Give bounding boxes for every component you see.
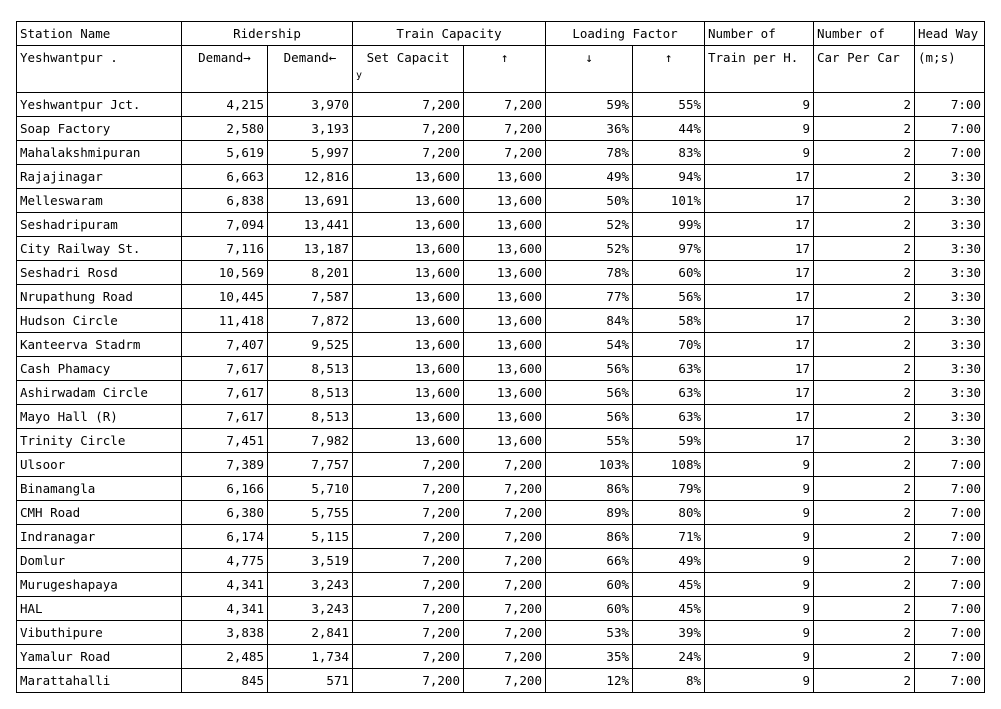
cell-loading-backward: 108% xyxy=(633,453,705,477)
cell-cars-per-train: 2 xyxy=(814,645,915,669)
cell-capacity-backward: 13,600 xyxy=(464,381,546,405)
header-train-capacity: Train Capacity xyxy=(353,22,546,46)
table-row xyxy=(17,501,985,525)
table-row xyxy=(17,597,985,621)
cell-headway: 3:30 xyxy=(915,261,985,285)
cell-demand-backward: 3,243 xyxy=(268,597,353,621)
cell-station-name: Murugeshapaya xyxy=(17,573,182,597)
cell-headway: 7:00 xyxy=(915,525,985,549)
cell-capacity-forward: 13,600 xyxy=(353,261,464,285)
cell-demand-backward: 13,691 xyxy=(268,189,353,213)
cell-loading-backward: 94% xyxy=(633,165,705,189)
cell-station-name: CMH Road xyxy=(17,501,182,525)
cell-trains-per-hour: 9 xyxy=(705,549,814,573)
cell-loading-forward: 50% xyxy=(546,189,633,213)
cell-cars-per-train: 2 xyxy=(814,573,915,597)
cell-loading-forward: 103% xyxy=(546,453,633,477)
table-row xyxy=(17,477,985,501)
cell-headway: 7:00 xyxy=(915,453,985,477)
cell-loading-backward: 80% xyxy=(633,501,705,525)
cell-demand-backward: 9,525 xyxy=(268,333,353,357)
cell-station-name: Hudson Circle xyxy=(17,309,182,333)
cell-headway: 3:30 xyxy=(915,237,985,261)
cell-loading-forward: 56% xyxy=(546,381,633,405)
cell-trains-per-hour: 9 xyxy=(705,645,814,669)
table-row xyxy=(17,165,985,189)
cell-demand-forward: 7,116 xyxy=(182,237,268,261)
cell-loading-backward: 83% xyxy=(633,141,705,165)
cell-capacity-forward: 7,200 xyxy=(353,93,464,117)
header-row-continuation xyxy=(17,69,985,93)
cell-loading-forward: 56% xyxy=(546,357,633,381)
cell-loading-forward: 36% xyxy=(546,117,633,141)
cell-capacity-forward: 7,200 xyxy=(353,669,464,693)
cell-station-name: Yeshwantpur Jct. xyxy=(17,93,182,117)
cell-capacity-forward: 13,600 xyxy=(353,357,464,381)
header-minutes-seconds: (m;s) xyxy=(915,46,985,70)
table-row xyxy=(17,621,985,645)
cell-demand-forward: 7,451 xyxy=(182,429,268,453)
cell-cars-per-train: 2 xyxy=(814,525,915,549)
cell-cars-per-train: 2 xyxy=(814,549,915,573)
cell-loading-forward: 12% xyxy=(546,669,633,693)
cell-trains-per-hour: 17 xyxy=(705,213,814,237)
cell-loading-forward: 35% xyxy=(546,645,633,669)
cell-loading-forward: 52% xyxy=(546,237,633,261)
cell-demand-forward: 6,174 xyxy=(182,525,268,549)
cell-demand-backward: 1,734 xyxy=(268,645,353,669)
cell-capacity-backward: 7,200 xyxy=(464,549,546,573)
cell-cars-per-train: 2 xyxy=(814,621,915,645)
cell-capacity-forward: 13,600 xyxy=(353,309,464,333)
header-set-capacity-wrap: y xyxy=(353,69,464,93)
cell-loading-backward: 56% xyxy=(633,285,705,309)
cell-capacity-backward: 7,200 xyxy=(464,501,546,525)
cell-loading-forward: 77% xyxy=(546,285,633,309)
cell-trains-per-hour: 9 xyxy=(705,453,814,477)
cell-capacity-backward: 7,200 xyxy=(464,669,546,693)
cell-capacity-backward: 13,600 xyxy=(464,405,546,429)
cell-trains-per-hour: 9 xyxy=(705,573,814,597)
cell-capacity-backward: 13,600 xyxy=(464,429,546,453)
cell-station-name: Melleswaram xyxy=(17,189,182,213)
cell-headway: 7:00 xyxy=(915,501,985,525)
cell-capacity-backward: 7,200 xyxy=(464,117,546,141)
cell-demand-backward: 8,513 xyxy=(268,357,353,381)
cell-capacity-backward: 13,600 xyxy=(464,189,546,213)
cell-loading-backward: 63% xyxy=(633,357,705,381)
cell-loading-backward: 45% xyxy=(633,573,705,597)
header-head-way: Head Way xyxy=(915,22,985,46)
cell-headway: 3:30 xyxy=(915,189,985,213)
cell-demand-backward: 3,519 xyxy=(268,549,353,573)
cell-cars-per-train: 2 xyxy=(814,477,915,501)
cell-loading-forward: 52% xyxy=(546,213,633,237)
cell-trains-per-hour: 17 xyxy=(705,429,814,453)
header-loading-factor: Loading Factor xyxy=(546,22,705,46)
cell-capacity-backward: 7,200 xyxy=(464,645,546,669)
cell-trains-per-hour: 17 xyxy=(705,333,814,357)
cell-headway: 7:00 xyxy=(915,117,985,141)
cell-cars-per-train: 2 xyxy=(814,381,915,405)
cell-station-name: Marattahalli xyxy=(17,669,182,693)
cell-trains-per-hour: 9 xyxy=(705,525,814,549)
table-row xyxy=(17,237,985,261)
cell-headway: 3:30 xyxy=(915,333,985,357)
cell-station-name: Trinity Circle xyxy=(17,429,182,453)
cell-demand-forward: 6,663 xyxy=(182,165,268,189)
table-row xyxy=(17,357,985,381)
cell-demand-forward: 4,341 xyxy=(182,573,268,597)
cell-loading-backward: 79% xyxy=(633,477,705,501)
cell-station-name: Rajajinagar xyxy=(17,165,182,189)
cell-demand-forward: 5,619 xyxy=(182,141,268,165)
cell-trains-per-hour: 17 xyxy=(705,405,814,429)
cell-loading-forward: 54% xyxy=(546,333,633,357)
cell-loading-forward: 66% xyxy=(546,549,633,573)
cell-loading-backward: 97% xyxy=(633,237,705,261)
cell-trains-per-hour: 17 xyxy=(705,285,814,309)
cell-loading-forward: 84% xyxy=(546,309,633,333)
cell-capacity-backward: 7,200 xyxy=(464,573,546,597)
cell-demand-forward: 6,166 xyxy=(182,477,268,501)
cell-capacity-backward: 13,600 xyxy=(464,309,546,333)
table-row xyxy=(17,333,985,357)
cell-capacity-forward: 7,200 xyxy=(353,453,464,477)
cell-demand-backward: 7,757 xyxy=(268,453,353,477)
cell-cars-per-train: 2 xyxy=(814,453,915,477)
cell-cars-per-train: 2 xyxy=(814,597,915,621)
cell-cars-per-train: 2 xyxy=(814,357,915,381)
header-row-groups xyxy=(17,22,985,46)
cell-headway: 7:00 xyxy=(915,477,985,501)
cell-trains-per-hour: 9 xyxy=(705,597,814,621)
cell-demand-forward: 11,418 xyxy=(182,309,268,333)
header-capacity-up-arrow: ↑ xyxy=(464,46,546,70)
table-row xyxy=(17,429,985,453)
cell-trains-per-hour: 17 xyxy=(705,309,814,333)
cell-trains-per-hour: 17 xyxy=(705,189,814,213)
cell-demand-backward: 571 xyxy=(268,669,353,693)
cell-loading-backward: 71% xyxy=(633,525,705,549)
cell-trains-per-hour: 9 xyxy=(705,117,814,141)
cell-cars-per-train: 2 xyxy=(814,141,915,165)
header-loading-up-arrow: ↑ xyxy=(633,46,705,70)
header-number-of-trains: Number of xyxy=(705,22,814,46)
cell-capacity-forward: 7,200 xyxy=(353,549,464,573)
cell-station-name: Cash Phamacy xyxy=(17,357,182,381)
cell-loading-forward: 86% xyxy=(546,525,633,549)
cell-loading-forward: 78% xyxy=(546,141,633,165)
cell-demand-backward: 12,816 xyxy=(268,165,353,189)
cell-demand-forward: 7,617 xyxy=(182,381,268,405)
header-set-capacity: Set Capacit xyxy=(353,46,464,70)
cell-trains-per-hour: 17 xyxy=(705,261,814,285)
cell-demand-backward: 5,115 xyxy=(268,525,353,549)
cell-station-name: Soap Factory xyxy=(17,117,182,141)
cell-demand-forward: 4,215 xyxy=(182,93,268,117)
cell-station-name: Kanteerva Stadrm xyxy=(17,333,182,357)
header-car-per-car: Car Per Car xyxy=(814,46,915,70)
table-body xyxy=(17,93,985,693)
cell-loading-forward: 55% xyxy=(546,429,633,453)
cell-cars-per-train: 2 xyxy=(814,285,915,309)
cell-cars-per-train: 2 xyxy=(814,669,915,693)
cell-capacity-forward: 13,600 xyxy=(353,333,464,357)
cell-cars-per-train: 2 xyxy=(814,405,915,429)
cell-demand-backward: 8,201 xyxy=(268,261,353,285)
table-row xyxy=(17,141,985,165)
table-row xyxy=(17,213,985,237)
table-row xyxy=(17,405,985,429)
cell-capacity-forward: 7,200 xyxy=(353,597,464,621)
cell-headway: 3:30 xyxy=(915,309,985,333)
header-row-subcolumns xyxy=(17,46,985,70)
cell-station-name: Domlur xyxy=(17,549,182,573)
cell-cars-per-train: 2 xyxy=(814,237,915,261)
cell-loading-forward: 89% xyxy=(546,501,633,525)
table-row xyxy=(17,645,985,669)
cell-cars-per-train: 2 xyxy=(814,333,915,357)
cell-trains-per-hour: 9 xyxy=(705,669,814,693)
cell-capacity-forward: 13,600 xyxy=(353,237,464,261)
cell-cars-per-train: 2 xyxy=(814,309,915,333)
header-loading-down-arrow: ↓ xyxy=(546,46,633,70)
cell-station-name: Seshadripuram xyxy=(17,213,182,237)
table-row xyxy=(17,453,985,477)
cell-headway: 7:00 xyxy=(915,93,985,117)
cell-demand-backward: 13,441 xyxy=(268,213,353,237)
cell-cars-per-train: 2 xyxy=(814,93,915,117)
cell-capacity-backward: 13,600 xyxy=(464,213,546,237)
header-demand-backward: Demand← xyxy=(268,46,353,70)
cell-demand-backward: 5,997 xyxy=(268,141,353,165)
cell-loading-forward: 53% xyxy=(546,621,633,645)
ridership-table xyxy=(16,21,985,693)
cell-demand-forward: 6,380 xyxy=(182,501,268,525)
cell-headway: 3:30 xyxy=(915,429,985,453)
cell-headway: 3:30 xyxy=(915,357,985,381)
cell-demand-backward: 13,187 xyxy=(268,237,353,261)
cell-capacity-backward: 7,200 xyxy=(464,477,546,501)
cell-demand-forward: 7,407 xyxy=(182,333,268,357)
cell-demand-backward: 3,970 xyxy=(268,93,353,117)
cell-capacity-forward: 7,200 xyxy=(353,141,464,165)
cell-demand-forward: 6,838 xyxy=(182,189,268,213)
table-row xyxy=(17,525,985,549)
table-row xyxy=(17,285,985,309)
cell-cars-per-train: 2 xyxy=(814,165,915,189)
cell-station-name: Binamangla xyxy=(17,477,182,501)
cell-loading-backward: 59% xyxy=(633,429,705,453)
cell-loading-backward: 45% xyxy=(633,597,705,621)
cell-capacity-backward: 13,600 xyxy=(464,357,546,381)
cell-demand-forward: 7,389 xyxy=(182,453,268,477)
cell-station-name: HAL xyxy=(17,597,182,621)
cell-loading-forward: 60% xyxy=(546,573,633,597)
cell-loading-backward: 58% xyxy=(633,309,705,333)
header-train-per-hour: Train per H. xyxy=(705,46,814,70)
table-row xyxy=(17,261,985,285)
cell-station-name: Ulsoor xyxy=(17,453,182,477)
cell-demand-forward: 7,094 xyxy=(182,213,268,237)
cell-loading-forward: 78% xyxy=(546,261,633,285)
cell-loading-backward: 44% xyxy=(633,117,705,141)
cell-capacity-forward: 7,200 xyxy=(353,621,464,645)
cell-trains-per-hour: 9 xyxy=(705,141,814,165)
cell-station-name: Nrupathung Road xyxy=(17,285,182,309)
cell-demand-forward: 2,580 xyxy=(182,117,268,141)
cell-capacity-forward: 13,600 xyxy=(353,213,464,237)
cell-capacity-forward: 13,600 xyxy=(353,405,464,429)
cell-demand-forward: 10,569 xyxy=(182,261,268,285)
cell-capacity-forward: 7,200 xyxy=(353,525,464,549)
cell-demand-backward: 7,587 xyxy=(268,285,353,309)
cell-headway: 3:30 xyxy=(915,285,985,309)
cell-demand-forward: 3,838 xyxy=(182,621,268,645)
cell-headway: 7:00 xyxy=(915,597,985,621)
cell-loading-backward: 63% xyxy=(633,381,705,405)
cell-loading-backward: 70% xyxy=(633,333,705,357)
cell-demand-forward: 4,341 xyxy=(182,597,268,621)
header-origin-station: Yeshwantpur . xyxy=(17,46,182,70)
table-row xyxy=(17,669,985,693)
cell-station-name: Yamalur Road xyxy=(17,645,182,669)
cell-loading-forward: 56% xyxy=(546,405,633,429)
cell-demand-backward: 7,982 xyxy=(268,429,353,453)
cell-loading-backward: 39% xyxy=(633,621,705,645)
cell-capacity-backward: 7,200 xyxy=(464,93,546,117)
cell-demand-backward: 2,841 xyxy=(268,621,353,645)
cell-station-name: Ashirwadam Circle xyxy=(17,381,182,405)
cell-capacity-forward: 7,200 xyxy=(353,117,464,141)
cell-station-name: Indranagar xyxy=(17,525,182,549)
cell-capacity-forward: 7,200 xyxy=(353,573,464,597)
cell-station-name: City Railway St. xyxy=(17,237,182,261)
table-row xyxy=(17,549,985,573)
cell-headway: 7:00 xyxy=(915,141,985,165)
cell-capacity-backward: 13,600 xyxy=(464,165,546,189)
cell-cars-per-train: 2 xyxy=(814,213,915,237)
cell-station-name: Mahalakshmipuran xyxy=(17,141,182,165)
cell-capacity-forward: 13,600 xyxy=(353,285,464,309)
cell-cars-per-train: 2 xyxy=(814,117,915,141)
cell-headway: 7:00 xyxy=(915,621,985,645)
table-row xyxy=(17,573,985,597)
cell-headway: 7:00 xyxy=(915,645,985,669)
cell-cars-per-train: 2 xyxy=(814,501,915,525)
table-row xyxy=(17,189,985,213)
cell-demand-backward: 8,513 xyxy=(268,381,353,405)
cell-trains-per-hour: 17 xyxy=(705,237,814,261)
cell-station-name: Mayo Hall (R) xyxy=(17,405,182,429)
cell-loading-forward: 60% xyxy=(546,597,633,621)
cell-demand-forward: 2,485 xyxy=(182,645,268,669)
cell-trains-per-hour: 9 xyxy=(705,621,814,645)
cell-trains-per-hour: 9 xyxy=(705,477,814,501)
cell-loading-backward: 24% xyxy=(633,645,705,669)
cell-loading-forward: 59% xyxy=(546,93,633,117)
header-ridership: Ridership xyxy=(182,22,353,46)
cell-capacity-backward: 13,600 xyxy=(464,285,546,309)
cell-demand-forward: 10,445 xyxy=(182,285,268,309)
cell-loading-backward: 49% xyxy=(633,549,705,573)
cell-trains-per-hour: 9 xyxy=(705,93,814,117)
table-row xyxy=(17,381,985,405)
cell-loading-backward: 99% xyxy=(633,213,705,237)
cell-loading-backward: 60% xyxy=(633,261,705,285)
cell-demand-backward: 3,193 xyxy=(268,117,353,141)
cell-station-name: Seshadri Rosd xyxy=(17,261,182,285)
cell-cars-per-train: 2 xyxy=(814,261,915,285)
cell-loading-forward: 86% xyxy=(546,477,633,501)
cell-demand-backward: 3,243 xyxy=(268,573,353,597)
cell-demand-backward: 5,710 xyxy=(268,477,353,501)
cell-headway: 7:00 xyxy=(915,549,985,573)
cell-capacity-backward: 13,600 xyxy=(464,333,546,357)
cell-cars-per-train: 2 xyxy=(814,429,915,453)
cell-demand-backward: 8,513 xyxy=(268,405,353,429)
cell-demand-forward: 845 xyxy=(182,669,268,693)
cell-capacity-backward: 13,600 xyxy=(464,261,546,285)
cell-capacity-forward: 13,600 xyxy=(353,189,464,213)
cell-capacity-forward: 13,600 xyxy=(353,429,464,453)
cell-demand-forward: 7,617 xyxy=(182,357,268,381)
cell-loading-backward: 101% xyxy=(633,189,705,213)
cell-loading-backward: 63% xyxy=(633,405,705,429)
cell-station-name: Vibuthipure xyxy=(17,621,182,645)
cell-cars-per-train: 2 xyxy=(814,189,915,213)
cell-trains-per-hour: 17 xyxy=(705,381,814,405)
cell-capacity-backward: 7,200 xyxy=(464,525,546,549)
cell-capacity-backward: 7,200 xyxy=(464,597,546,621)
cell-headway: 3:30 xyxy=(915,213,985,237)
header-station-name: Station Name xyxy=(17,22,182,46)
cell-demand-forward: 7,617 xyxy=(182,405,268,429)
cell-trains-per-hour: 17 xyxy=(705,357,814,381)
cell-headway: 3:30 xyxy=(915,381,985,405)
header-demand-forward: Demand→ xyxy=(182,46,268,70)
cell-demand-backward: 5,755 xyxy=(268,501,353,525)
cell-capacity-forward: 7,200 xyxy=(353,477,464,501)
cell-capacity-forward: 13,600 xyxy=(353,381,464,405)
cell-trains-per-hour: 17 xyxy=(705,165,814,189)
cell-demand-forward: 4,775 xyxy=(182,549,268,573)
cell-trains-per-hour: 9 xyxy=(705,501,814,525)
cell-headway: 7:00 xyxy=(915,669,985,693)
cell-headway: 7:00 xyxy=(915,573,985,597)
cell-capacity-backward: 7,200 xyxy=(464,453,546,477)
cell-headway: 3:30 xyxy=(915,165,985,189)
cell-loading-backward: 55% xyxy=(633,93,705,117)
table-row xyxy=(17,117,985,141)
cell-capacity-forward: 13,600 xyxy=(353,165,464,189)
table-row xyxy=(17,309,985,333)
cell-demand-backward: 7,872 xyxy=(268,309,353,333)
header-number-of-cars: Number of xyxy=(814,22,915,46)
cell-loading-forward: 49% xyxy=(546,165,633,189)
cell-headway: 3:30 xyxy=(915,405,985,429)
cell-capacity-forward: 7,200 xyxy=(353,645,464,669)
table-row xyxy=(17,93,985,117)
cell-capacity-backward: 13,600 xyxy=(464,237,546,261)
cell-capacity-backward: 7,200 xyxy=(464,141,546,165)
cell-loading-backward: 8% xyxy=(633,669,705,693)
cell-capacity-backward: 7,200 xyxy=(464,621,546,645)
cell-capacity-forward: 7,200 xyxy=(353,501,464,525)
